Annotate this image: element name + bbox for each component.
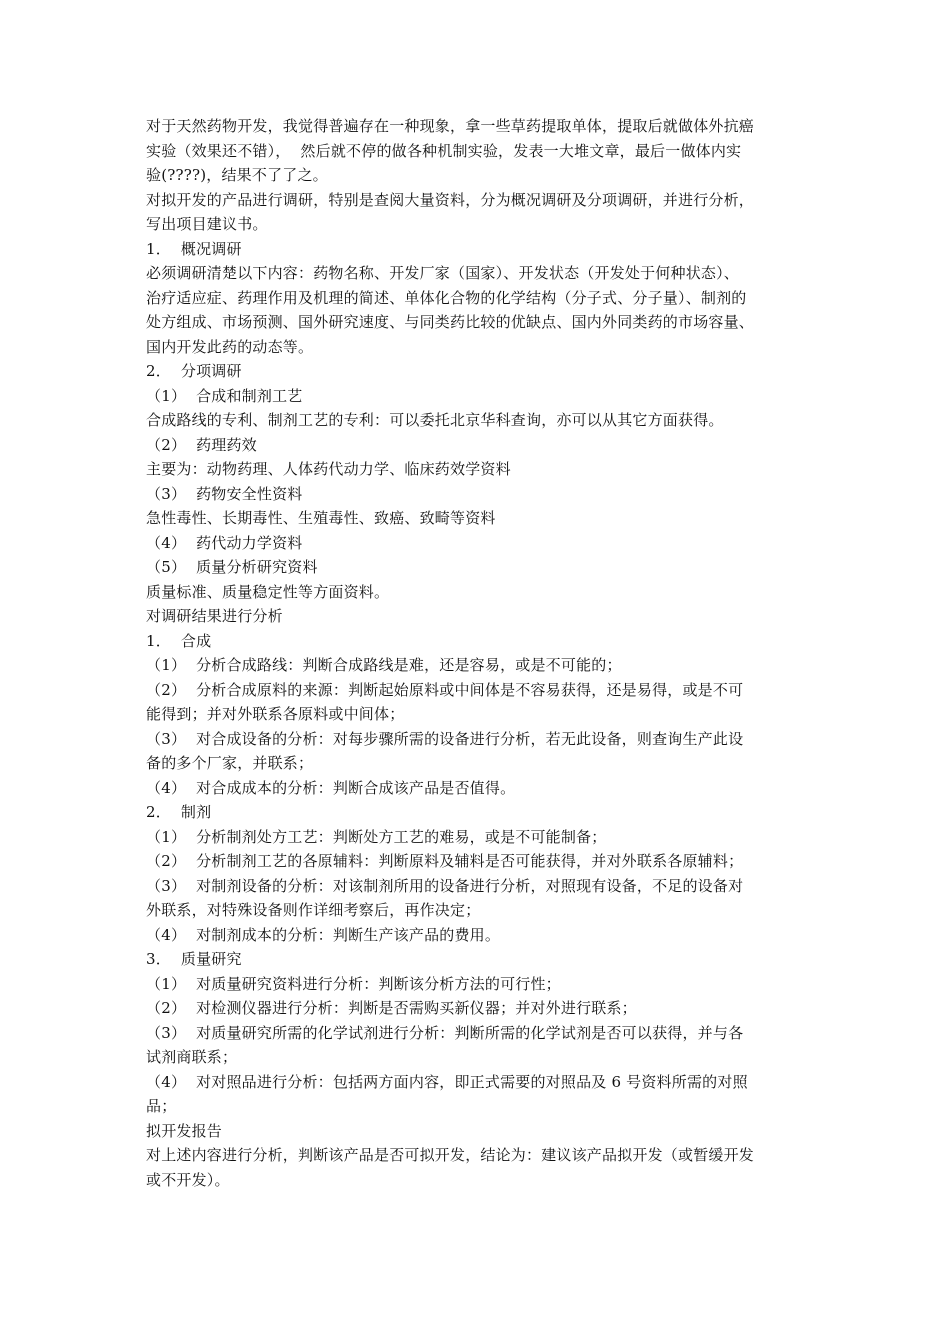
text-line: 或不开发）。 — [146, 1170, 230, 1189]
section-heading: 拟开发报告 — [146, 1121, 223, 1140]
text-line: 必须调研清楚以下内容：药物名称、开发厂家（国家）、开发状态（开发处于何种状态）、 — [146, 264, 740, 282]
text-line: 对于天然药物开发，我觉得普遍存在一种现象，拿一些草药提取单体，提取后就做体外抗癌 — [146, 117, 755, 135]
section-heading: 2． 制剂 — [146, 803, 212, 821]
text-line: 质量标准、质量稳定性等方面资料。 — [146, 582, 390, 601]
list-item: （2） 分析合成原料的来源：判断起始原料或中间体是不容易获得，还是易得，或是不可 — [146, 680, 744, 699]
text-line: 写出项目建议书。 — [146, 215, 268, 233]
document-body — [146, 114, 808, 1192]
subsection-heading: （4） 药代动力学资料 — [146, 533, 303, 552]
text-line: 能得到；并对外联系各原料或中间体； — [146, 705, 405, 723]
list-item: （4） 对合成成本的分析：判断合成该产品是否值得。 — [146, 778, 516, 797]
text-line: 治疗适应症、药理作用及机理的简述、单体化合物的化学结构（分子式、分子量）、制剂的 — [146, 288, 747, 307]
text-line: 急性毒性、长期毒性、生殖毒性、致癌、致畸等资料 — [146, 509, 496, 527]
text-line: 品； — [146, 1097, 177, 1115]
section-heading: 3． 质量研究 — [146, 950, 242, 968]
list-item: （1） 对质量研究资料进行分析：判断该分析方法的可行性； — [146, 974, 561, 993]
subsection-heading: （1） 合成和制剂工艺 — [146, 386, 303, 405]
list-item: （3） 对制剂设备的分析：对该制剂所用的设备进行分析，对照现有设备，不足的设备对 — [146, 876, 744, 895]
list-item: （4） 对对照品进行分析：包括两方面内容，即正式需要的对照品及 6 号资料所需的对照 — [146, 1072, 748, 1091]
text-line: 外联系，对特殊设备则作详细考察后，再作决定； — [146, 901, 481, 919]
section-heading: 1． 合成 — [146, 631, 212, 650]
text-line: 试剂商联系； — [146, 1048, 238, 1066]
text-line: 备的多个厂家，并联系； — [146, 754, 314, 772]
list-item: （4） 对制剂成本的分析：判断生产该产品的费用。 — [146, 925, 501, 944]
text-line: 主要为：动物药理、人体药代动力学、临床药效学资料 — [146, 460, 511, 478]
subsection-heading: （3） 药物安全性资料 — [146, 484, 303, 503]
list-item: （3） 对合成设备的分析：对每步骤所需的设备进行分析，若无此设备，则查询生产此设 — [146, 729, 744, 748]
section-heading: 对调研结果进行分析 — [146, 607, 283, 625]
section-heading: 2． 分项调研 — [146, 362, 242, 380]
subsection-heading: （2） 药理药效 — [146, 435, 257, 454]
list-item: （1） 分析合成路线：判断合成路线是难，还是容易，或是不可能的； — [146, 656, 622, 674]
text-line: 实验（效果还不错）， 然后就不停的做各种机制实验，发表一大堆文章，最后一做体内实 — [146, 141, 742, 160]
list-item: （1） 分析制剂处方工艺：判断处方工艺的难易，或是不可能制备； — [146, 827, 607, 846]
list-item: （2） 对检测仪器进行分析：判断是否需购买新仪器；并对外进行联系； — [146, 999, 637, 1017]
text-line: 对拟开发的产品进行调研，特别是查阅大量资料，分为概况调研及分项调研，并进行分析， — [146, 190, 755, 209]
list-item: （3） 对质量研究所需的化学试剂进行分析：判断所需的化学试剂是否可以获得，并与各 — [146, 1023, 744, 1042]
subsection-heading: （5） 质量分析研究资料 — [146, 558, 318, 576]
list-item: （2） 分析制剂工艺的各原辅料：判断原料及辅料是否可能获得，并对外联系各原辅料； — [146, 852, 744, 870]
text-line: 对上述内容进行分析，判断该产品是否可拟开发，结论为：建议该产品拟开发（或暂缓开发 — [146, 1146, 755, 1164]
section-heading: 1． 概况调研 — [146, 239, 242, 258]
text-line: 验(????)，结果不了了之。 — [146, 166, 328, 184]
text-line: 合成路线的专利、制剂工艺的专利：可以委托北京华科查询，亦可以从其它方面获得。 — [146, 411, 724, 429]
text-line: 国内开发此药的动态等。 — [146, 337, 314, 356]
text-line: 处方组成、市场预测、国外研究速度、与同类药比较的优缺点、国内外同类药的市场容量、 — [146, 313, 755, 331]
